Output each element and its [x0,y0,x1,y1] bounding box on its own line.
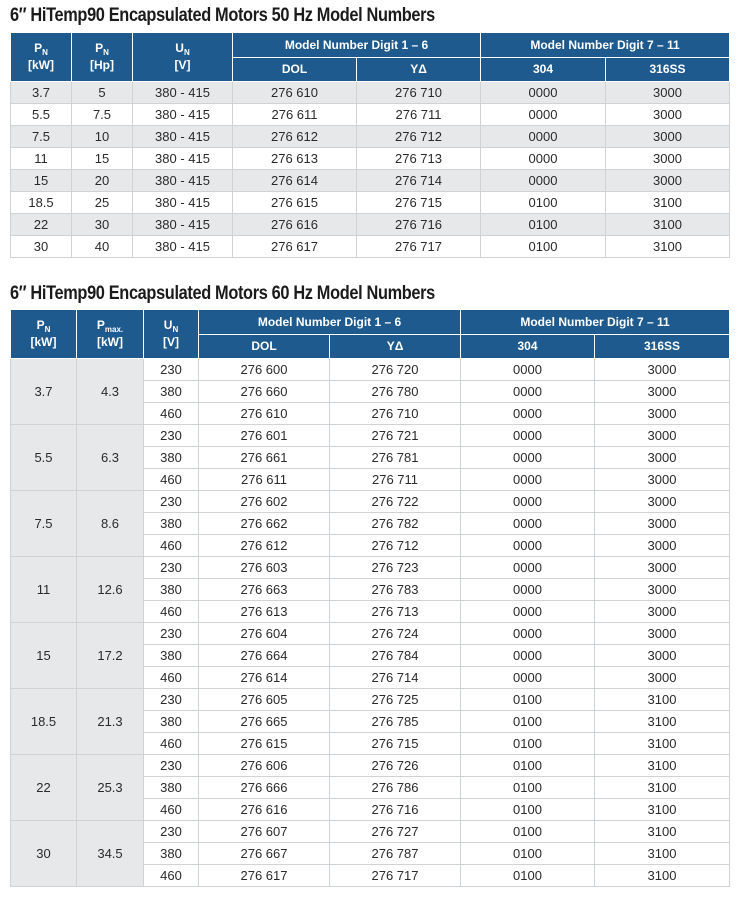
cell-pmax-kw: 17.2 [77,623,144,689]
cell-dol: 276 614 [233,170,357,192]
cell-dol: 276 616 [233,214,357,236]
cell-dol: 276 614 [199,667,330,689]
table-60hz-title: 6″ HiTemp90 Encapsulated Motors 60 Hz Model Numbers [10,283,435,304]
cell-304: 0000 [461,557,595,579]
cell-star-delta: 276 782 [330,513,461,535]
cell-star-delta: 276 713 [357,148,481,170]
cell-pmax-kw: 12.6 [77,557,144,623]
header-group-digit-7-11: Model Number Digit 7 – 11 [481,33,730,58]
cell-un: 460 [144,535,199,557]
cell-star-delta: 276 711 [330,469,461,491]
cell-pn-hp: 20 [72,170,133,192]
cell-dol: 276 611 [199,469,330,491]
cell-pn-hp: 25 [72,192,133,214]
cell-pn-kw: 11 [11,148,72,170]
cell-316ss: 3100 [606,214,730,236]
table-row [11,104,730,126]
table-50hz-title: 6″ HiTemp90 Encapsulated Motors 50 Hz Model Numbers [10,5,435,26]
cell-star-delta: 276 716 [330,799,461,821]
cell-star-delta: 276 786 [330,777,461,799]
cell-un: 380 [144,777,199,799]
cell-un: 380 [144,381,199,403]
cell-pmax-kw: 4.3 [77,359,144,425]
cell-star-delta: 276 711 [357,104,481,126]
cell-dol: 276 612 [233,126,357,148]
cell-star-delta: 276 780 [330,381,461,403]
table-row [11,192,730,214]
header-304: 304 [461,335,595,359]
cell-316ss: 3000 [606,82,730,104]
cell-304: 0000 [461,601,595,623]
cell-316ss: 3100 [595,755,730,777]
table-row [11,170,730,192]
header-group-digit-1-6: Model Number Digit 1 – 6 [199,310,461,335]
cell-un: 230 [144,623,199,645]
cell-dol: 276 663 [199,579,330,601]
cell-304: 0000 [461,359,595,381]
header-un: $U_N$ [V] [144,310,199,359]
table-row [11,491,730,513]
cell-un: 460 [144,799,199,821]
cell-304: 0000 [461,535,595,557]
cell-304: 0100 [461,777,595,799]
cell-dol: 276 603 [199,557,330,579]
cell-316ss: 3000 [595,469,730,491]
header-304: 304 [481,58,606,82]
header-dol: DOL [199,335,330,359]
cell-dol: 276 610 [199,403,330,425]
cell-star-delta: 276 712 [330,535,461,557]
table-60hz-body [11,359,730,887]
header-pn-kw: $P_N$ [kW] [11,310,77,359]
cell-star-delta: 276 725 [330,689,461,711]
table-row [11,821,730,843]
cell-dol: 276 612 [199,535,330,557]
cell-star-delta: 276 727 [330,821,461,843]
cell-pn-hp: 7.5 [72,104,133,126]
cell-star-delta: 276 710 [330,403,461,425]
cell-un: 380 - 415 [133,148,233,170]
cell-304: 0100 [461,799,595,821]
cell-un: 230 [144,689,199,711]
cell-un: 230 [144,491,199,513]
cell-star-delta: 276 717 [330,865,461,887]
cell-star-delta: 276 721 [330,425,461,447]
header-un: $U_N$ [V] [133,33,233,82]
cell-un: 460 [144,865,199,887]
cell-dol: 276 665 [199,711,330,733]
table-row [11,148,730,170]
cell-316ss: 3100 [606,192,730,214]
cell-304: 0000 [481,148,606,170]
cell-un: 460 [144,403,199,425]
cell-pn-hp: 30 [72,214,133,236]
cell-dol: 276 666 [199,777,330,799]
cell-star-delta: 276 715 [330,733,461,755]
cell-star-delta: 276 724 [330,623,461,645]
cell-316ss: 3000 [595,491,730,513]
cell-316ss: 3100 [595,777,730,799]
header-star-delta: YΔ [357,58,481,82]
model-numbers-60hz-table [10,309,730,887]
cell-304: 0000 [461,513,595,535]
cell-dol: 276 607 [199,821,330,843]
header-pmax-kw: $P_{max.}$ [kW] [77,310,144,359]
cell-316ss: 3000 [595,381,730,403]
cell-304: 0000 [461,381,595,403]
cell-304: 0000 [461,403,595,425]
cell-304: 0100 [481,214,606,236]
cell-304: 0100 [461,843,595,865]
cell-star-delta: 276 723 [330,557,461,579]
cell-dol: 276 606 [199,755,330,777]
cell-dol: 276 660 [199,381,330,403]
cell-316ss: 3000 [606,148,730,170]
cell-304: 0000 [481,104,606,126]
cell-316ss: 3000 [606,104,730,126]
cell-pn-kw: 22 [11,755,77,821]
cell-un: 380 [144,579,199,601]
cell-star-delta: 276 716 [357,214,481,236]
header-pn-hp: $P_N$ [Hp] [72,33,133,82]
cell-304: 0000 [461,447,595,469]
cell-un: 380 [144,711,199,733]
header-star-delta: YΔ [330,335,461,359]
cell-dol: 276 613 [199,601,330,623]
cell-un: 380 - 415 [133,104,233,126]
cell-dol: 276 667 [199,843,330,865]
table-row [11,359,730,381]
cell-un: 460 [144,601,199,623]
cell-316ss: 3000 [595,359,730,381]
cell-star-delta: 276 710 [357,82,481,104]
cell-304: 0000 [461,491,595,513]
header-316ss: 316SS [606,58,730,82]
header-group-digit-7-11: Model Number Digit 7 – 11 [461,310,730,335]
cell-dol: 276 605 [199,689,330,711]
cell-pn-hp: 5 [72,82,133,104]
cell-un: 460 [144,667,199,689]
cell-un: 380 - 415 [133,214,233,236]
cell-pn-kw: 5.5 [11,104,72,126]
cell-un: 230 [144,359,199,381]
cell-pn-kw: 18.5 [11,192,72,214]
cell-star-delta: 276 720 [330,359,461,381]
cell-dol: 276 602 [199,491,330,513]
table-row [11,214,730,236]
cell-304: 0000 [461,469,595,491]
cell-star-delta: 276 787 [330,843,461,865]
cell-star-delta: 276 715 [357,192,481,214]
header-316ss: 316SS [595,335,730,359]
cell-un: 380 [144,843,199,865]
cell-pn-kw: 30 [11,821,77,887]
cell-304: 0000 [461,645,595,667]
model-numbers-50hz-table [10,32,730,258]
table-row [11,755,730,777]
cell-star-delta: 276 712 [357,126,481,148]
cell-304: 0100 [481,192,606,214]
cell-star-delta: 276 781 [330,447,461,469]
cell-dol: 276 604 [199,623,330,645]
cell-pn-kw: 30 [11,236,72,258]
cell-316ss: 3100 [595,711,730,733]
cell-dol: 276 617 [233,236,357,258]
cell-304: 0100 [461,755,595,777]
cell-star-delta: 276 714 [357,170,481,192]
cell-316ss: 3100 [595,733,730,755]
cell-pn-kw: 15 [11,170,72,192]
cell-pn-kw: 3.7 [11,82,72,104]
cell-un: 230 [144,557,199,579]
cell-316ss: 3000 [595,579,730,601]
cell-316ss: 3100 [595,843,730,865]
cell-pn-kw: 7.5 [11,491,77,557]
cell-pmax-kw: 25.3 [77,755,144,821]
cell-star-delta: 276 714 [330,667,461,689]
cell-304: 0000 [481,82,606,104]
cell-dol: 276 600 [199,359,330,381]
cell-un: 230 [144,755,199,777]
cell-dol: 276 613 [233,148,357,170]
cell-pn-hp: 40 [72,236,133,258]
cell-star-delta: 276 784 [330,645,461,667]
cell-316ss: 3100 [595,799,730,821]
header-dol: DOL [233,58,357,82]
table-row [11,557,730,579]
cell-un: 380 - 415 [133,170,233,192]
table-row [11,236,730,258]
cell-pmax-kw: 21.3 [77,689,144,755]
table-row [11,126,730,148]
cell-316ss: 3100 [606,236,730,258]
cell-316ss: 3100 [595,821,730,843]
cell-pn-kw: 7.5 [11,126,72,148]
cell-dol: 276 615 [199,733,330,755]
cell-dol: 276 664 [199,645,330,667]
cell-star-delta: 276 785 [330,711,461,733]
cell-316ss: 3000 [595,403,730,425]
cell-star-delta: 276 783 [330,579,461,601]
cell-304: 0000 [461,425,595,447]
cell-dol: 276 617 [199,865,330,887]
cell-316ss: 3000 [595,623,730,645]
cell-un: 460 [144,733,199,755]
cell-304: 0000 [461,623,595,645]
cell-316ss: 3000 [606,170,730,192]
header-pn-kw: $P_N$ [kW] [11,33,72,82]
cell-316ss: 3100 [595,689,730,711]
cell-304: 0100 [461,711,595,733]
cell-316ss: 3000 [595,557,730,579]
cell-304: 0000 [461,579,595,601]
cell-un: 380 - 415 [133,236,233,258]
cell-316ss: 3000 [595,667,730,689]
cell-un: 230 [144,425,199,447]
cell-un: 380 - 415 [133,82,233,104]
cell-star-delta: 276 713 [330,601,461,623]
cell-pmax-kw: 34.5 [77,821,144,887]
cell-pmax-kw: 8.6 [77,491,144,557]
cell-un: 380 - 415 [133,192,233,214]
cell-304: 0100 [461,865,595,887]
cell-dol: 276 661 [199,447,330,469]
cell-316ss: 3000 [606,126,730,148]
header-group-digit-1-6: Model Number Digit 1 – 6 [233,33,481,58]
table-row [11,82,730,104]
cell-pn-hp: 10 [72,126,133,148]
cell-star-delta: 276 722 [330,491,461,513]
table-row [11,425,730,447]
cell-304: 0100 [461,733,595,755]
cell-304: 0000 [481,170,606,192]
cell-un: 380 [144,645,199,667]
cell-dol: 276 616 [199,799,330,821]
cell-316ss: 3000 [595,447,730,469]
cell-316ss: 3100 [595,865,730,887]
cell-304: 0000 [461,667,595,689]
cell-316ss: 3000 [595,645,730,667]
cell-pn-kw: 5.5 [11,425,77,491]
cell-316ss: 3000 [595,425,730,447]
table-row [11,623,730,645]
table-50hz-body [11,82,730,258]
cell-dol: 276 610 [233,82,357,104]
cell-un: 460 [144,469,199,491]
cell-304: 0100 [481,236,606,258]
cell-star-delta: 276 717 [357,236,481,258]
cell-304: 0100 [461,821,595,843]
cell-pn-kw: 11 [11,557,77,623]
cell-star-delta: 276 726 [330,755,461,777]
cell-pn-kw: 3.7 [11,359,77,425]
cell-un: 380 [144,447,199,469]
cell-pmax-kw: 6.3 [77,425,144,491]
cell-pn-kw: 15 [11,623,77,689]
cell-304: 0100 [461,689,595,711]
cell-dol: 276 601 [199,425,330,447]
cell-dol: 276 662 [199,513,330,535]
cell-pn-kw: 18.5 [11,689,77,755]
cell-316ss: 3000 [595,535,730,557]
cell-un: 380 - 415 [133,126,233,148]
table-row [11,689,730,711]
cell-un: 380 [144,513,199,535]
cell-316ss: 3000 [595,601,730,623]
cell-pn-kw: 22 [11,214,72,236]
cell-un: 230 [144,821,199,843]
cell-316ss: 3000 [595,513,730,535]
cell-304: 0000 [481,126,606,148]
cell-dol: 276 611 [233,104,357,126]
cell-pn-hp: 15 [72,148,133,170]
cell-dol: 276 615 [233,192,357,214]
